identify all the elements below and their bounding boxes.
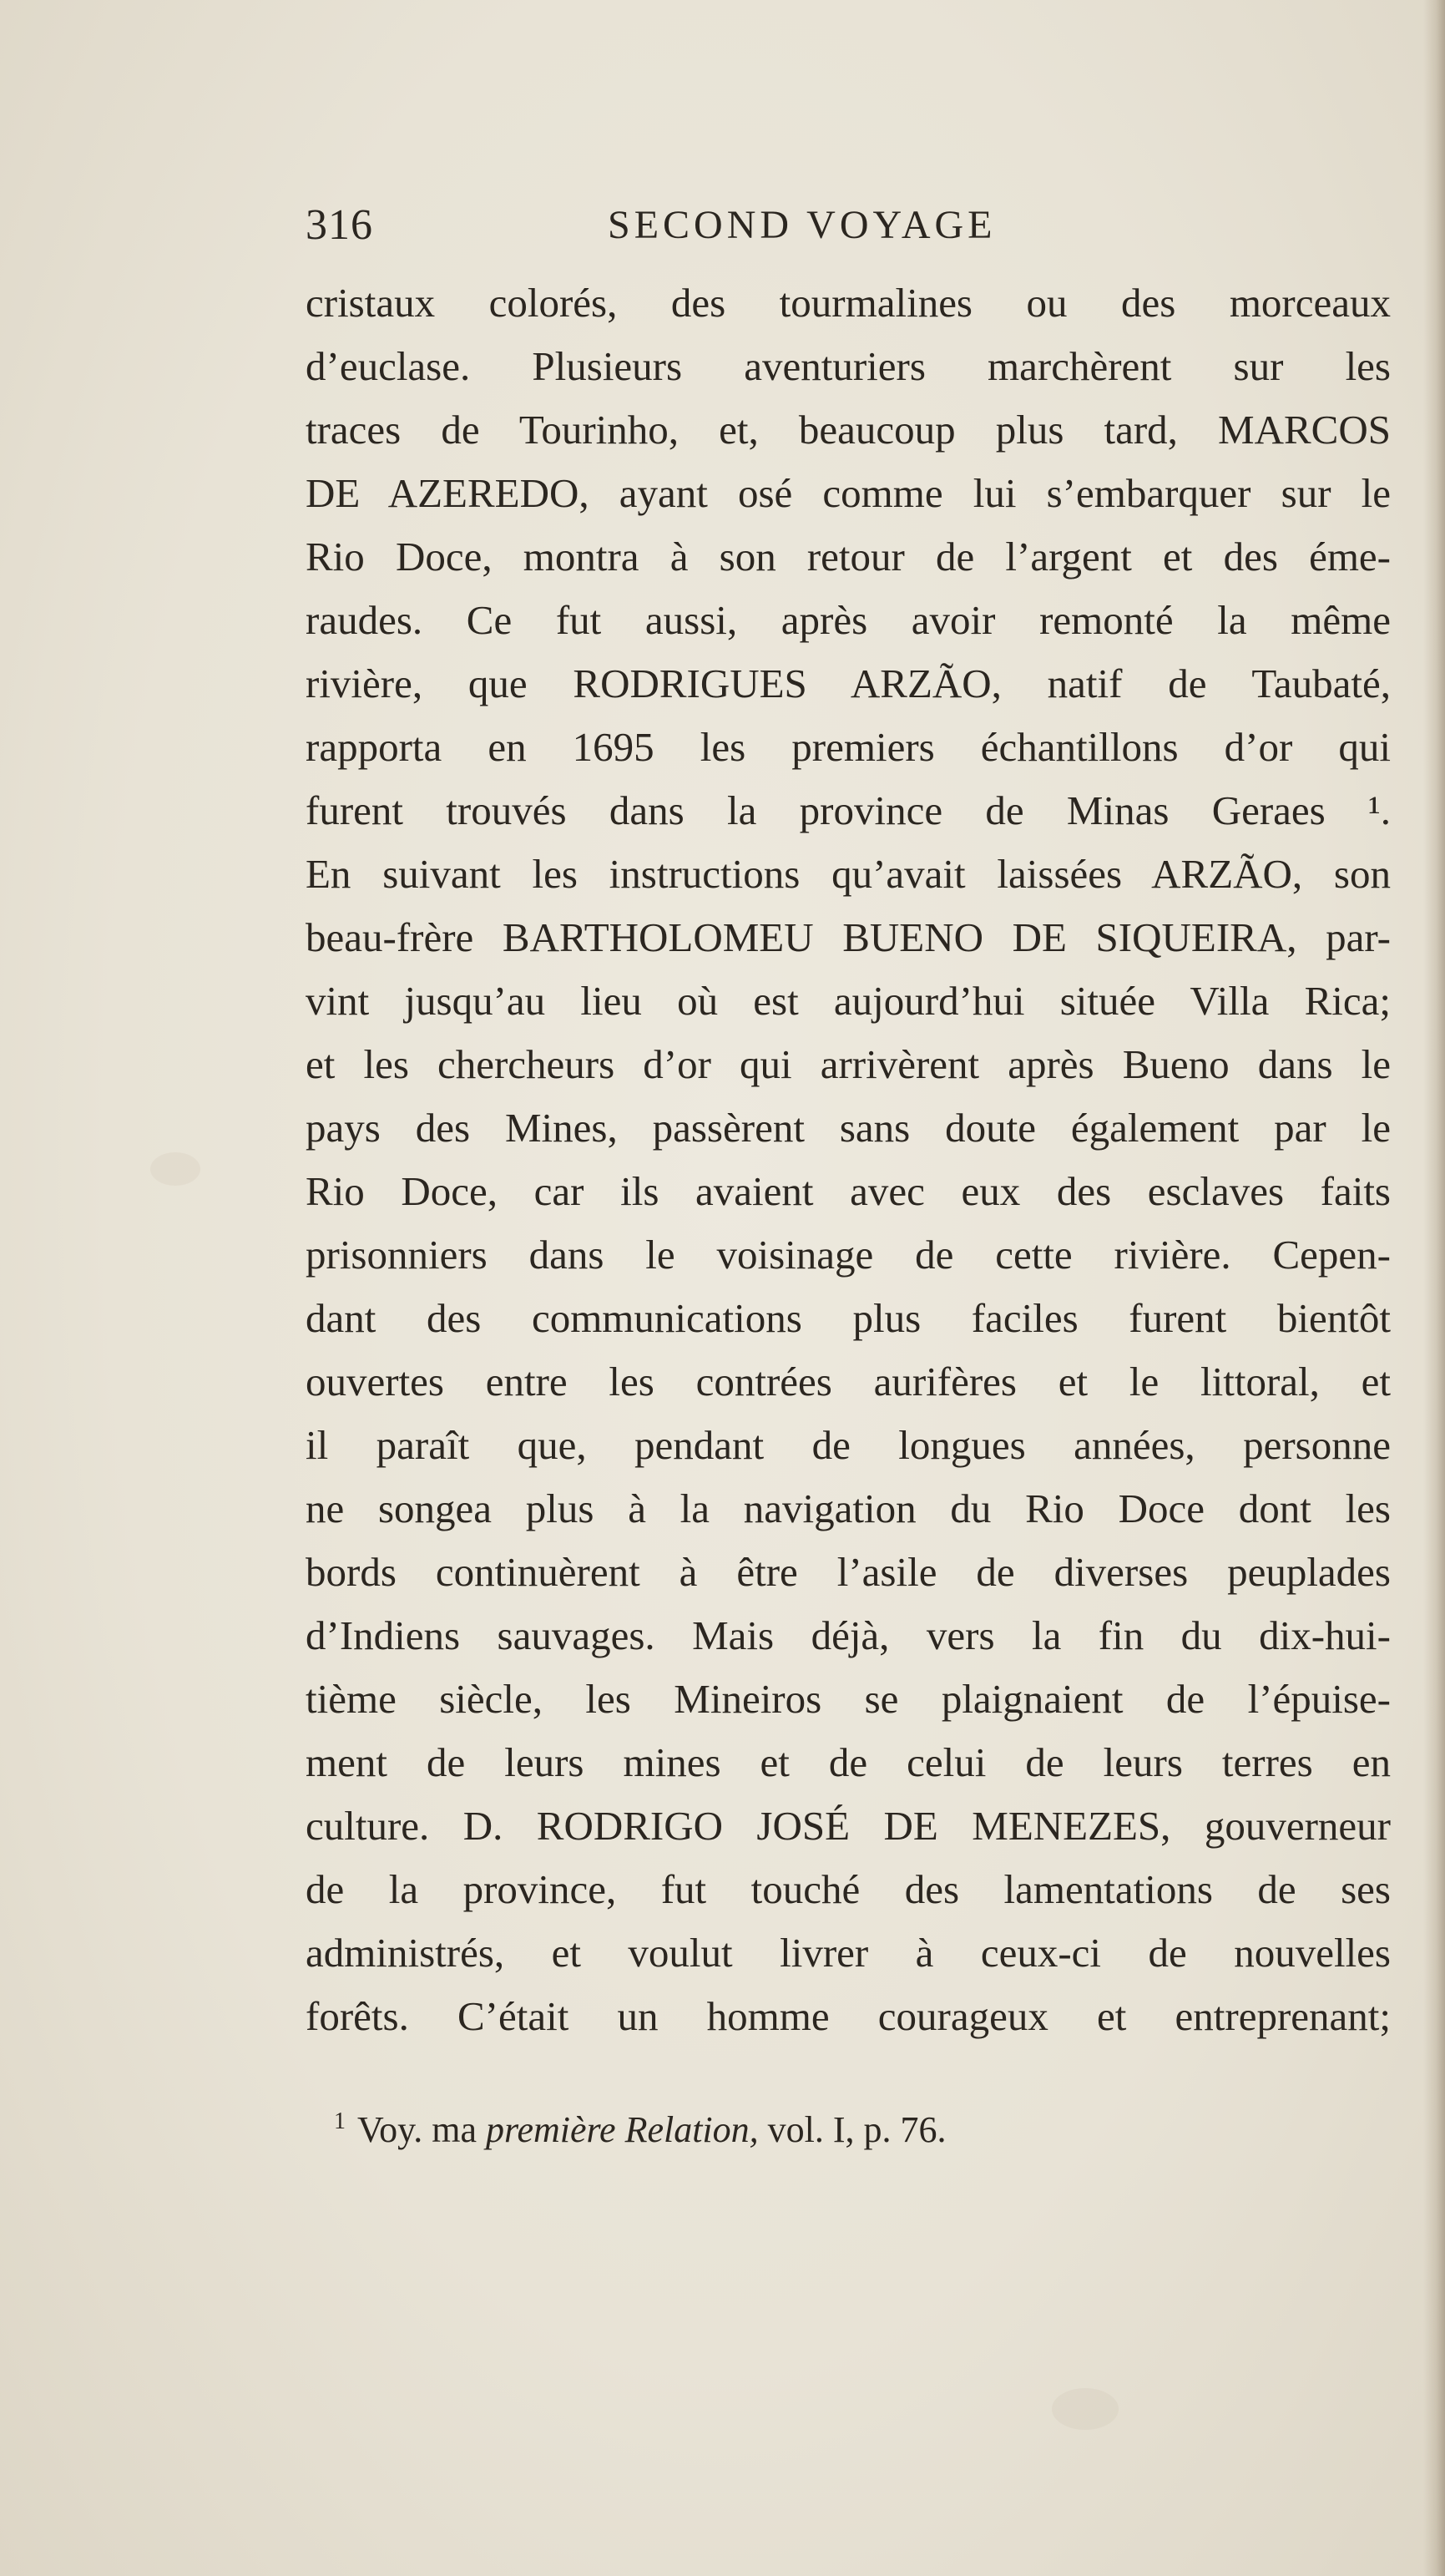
text-line-content: furent trouvés dans la province de Minas Geraes ¹. (306, 787, 1391, 833)
text-line-content: forêts. C’était un homme courageux et entreprenant; (306, 1993, 1391, 2039)
text-line (306, 906, 1391, 969)
text-line (306, 1223, 1391, 1287)
text-line-content: bords continuèrent à être l’asile de diverses peuplades (306, 1549, 1391, 1595)
text-line-content: ouvertes entre les contrées aurifères et le littoral, et (306, 1359, 1391, 1404)
paper-stain (150, 1152, 200, 1186)
text-line-content: et les chercheurs d’or qui arrivèrent après Bueno dans le (306, 1041, 1391, 1087)
text-line (306, 1477, 1391, 1541)
text-line (306, 843, 1391, 906)
text-line-content: traces de Tourinho, et, beaucoup plus tard, MARCOS (306, 407, 1391, 453)
text-line (306, 462, 1391, 525)
text-line (306, 271, 1391, 335)
text-line-content: beau-frère BARTHOLOMEU BUENO DE SIQUEIRA, par- (306, 914, 1391, 960)
text-line-content: prisonniers dans le voisinage de cette rivière. Cepen- (306, 1232, 1391, 1278)
text-line-content: rivière, que RODRIGUES ARZÃO, natif de Taubaté, (306, 660, 1391, 706)
text-line (306, 1731, 1391, 1794)
text-line (306, 1668, 1391, 1731)
footnote-mark: 1 (334, 2108, 346, 2135)
footnote-title: première Relation, (486, 2109, 759, 2150)
footnote-prefix: Voy. ma (357, 2109, 486, 2150)
text-line-content: d’euclase. Plusieurs aventuriers marchèrent sur les (306, 343, 1391, 389)
text-line-content: d’Indiens sauvages. Mais déjà, vers la fin du dix-hui- (306, 1612, 1391, 1658)
text-line-content: dant des communications plus faciles furent bientôt (306, 1295, 1391, 1341)
footnote-suffix: vol. I, p. 76. (758, 2109, 947, 2150)
text-line-content: En suivant les instructions qu’avait laissées ARZÃO, son (306, 851, 1391, 897)
text-line (306, 1096, 1391, 1160)
page-number: 316 (306, 201, 373, 249)
text-line-content: culture. D. RODRIGO JOSÉ DE MENEZES, gouverneur (306, 1803, 1391, 1849)
text-line (306, 1033, 1391, 1096)
text-line (306, 1921, 1391, 1985)
text-line-content: Rio Doce, montra à son retour de l’argent et des éme- (306, 534, 1391, 579)
text-line-content: vint jusqu’au lieu où est aujourd’hui située Villa Rica; (306, 978, 1391, 1024)
text-line-content: ne songea plus à la navigation du Rio Doce dont les (306, 1485, 1391, 1531)
text-line-content: tième siècle, les Mineiros se plaignaient de l’épuise- (306, 1676, 1391, 1722)
text-line-content: rapporta en 1695 les premiers échantillons d’or qui (306, 724, 1391, 770)
text-line (306, 1985, 1391, 2048)
text-line (306, 335, 1391, 398)
page-header (306, 200, 1140, 259)
text-line-content: ment de leurs mines et de celui de leurs terres en (306, 1739, 1391, 1785)
running-title: SECOND VOYAGE (608, 203, 997, 247)
text-line (306, 1160, 1391, 1223)
text-line (306, 1858, 1391, 1921)
text-line (306, 716, 1391, 779)
text-line (306, 652, 1391, 716)
text-line-content: Rio Doce, car ils avaient avec eux des esclaves faits (306, 1168, 1391, 1214)
text-line-content: pays des Mines, passèrent sans doute également par le (306, 1105, 1391, 1151)
text-line (306, 1287, 1391, 1350)
text-line-content: cristaux colorés, des tourmalines ou des morceaux (306, 280, 1391, 326)
page-edge-shadow (1423, 0, 1445, 2576)
paper-stain (1052, 2388, 1119, 2430)
text-line (306, 1794, 1391, 1858)
footnote (334, 2108, 947, 2151)
text-line (306, 398, 1391, 462)
text-line (306, 779, 1391, 843)
text-line-content: il paraît que, pendant de longues années, personne (306, 1422, 1391, 1468)
text-line (306, 1350, 1391, 1414)
text-line-content: raudes. Ce fut aussi, après avoir remonté la même (306, 597, 1391, 643)
text-line-content: DE AZEREDO, ayant osé comme lui s’embarquer sur le (306, 470, 1391, 516)
text-line (306, 969, 1391, 1033)
text-line (306, 589, 1391, 652)
body-text (306, 271, 1391, 2048)
text-line (306, 1414, 1391, 1477)
text-line-content: de la province, fut touché des lamentations de ses (306, 1866, 1391, 1912)
text-line (306, 525, 1391, 589)
text-line (306, 1541, 1391, 1604)
text-line-content: administrés, et voulut livrer à ceux-ci de nouvelles (306, 1930, 1391, 1976)
text-line (306, 1604, 1391, 1668)
